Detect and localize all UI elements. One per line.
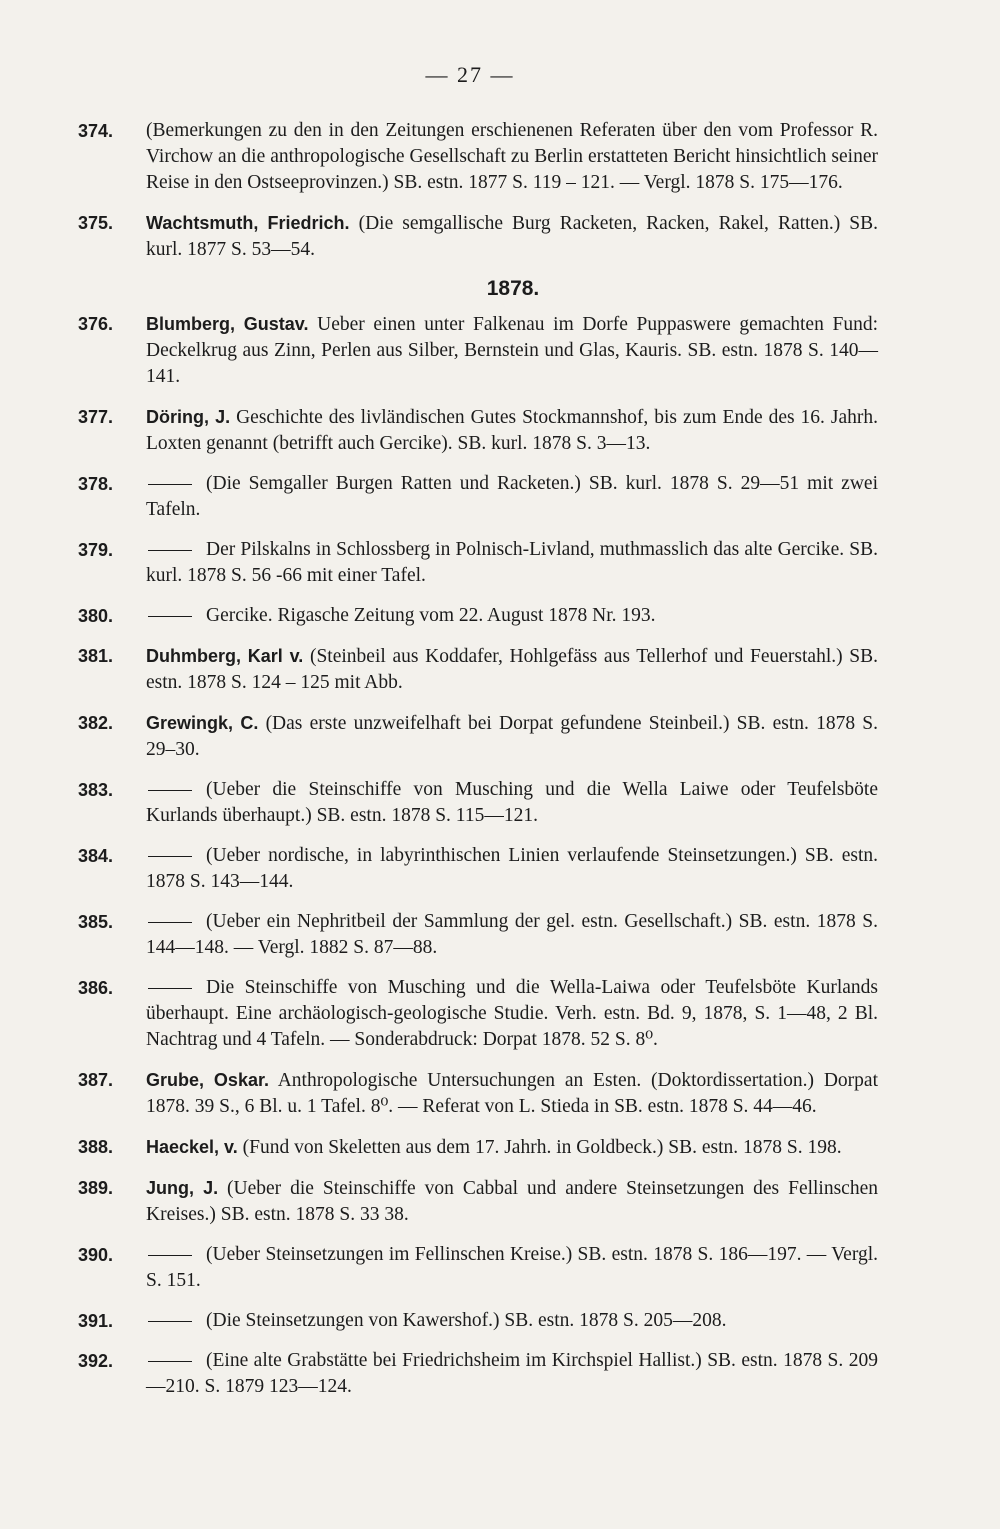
entry-author: Grube, Oskar. (146, 1070, 269, 1090)
entry-citation: Die Steinschiffe von Musching und die Wella-Laiwa oder Teufelsböte Kurlands überhaupt. Eine archäologisch-geologische Studie. Verh. estn. Bd. 9, 1878, S. 1—48, 2 Bl. Nachtrag und 4 Tafeln. — Sonderabdruck: Dorpat 1878. 52 S. 8⁰. (146, 977, 878, 1050)
entry-text (146, 404, 878, 457)
entry-text (146, 777, 878, 829)
entry-citation: (Steinbeil aus Koddafer, Hohlgefäss aus Tellerhof und Feuerstahl.) SB. estn. 1878 S. 124 – 125 mit Abb. (146, 646, 878, 693)
entry-number: 376. (78, 314, 114, 334)
ditto-dash (148, 922, 192, 923)
ditto-dash (148, 1361, 192, 1362)
entry-number: 374. (78, 121, 114, 141)
entry-text (146, 1308, 878, 1334)
entry-text (146, 311, 878, 390)
entry-386 (78, 975, 878, 1053)
entry-text (146, 710, 878, 763)
entry-382 (78, 710, 878, 763)
bibliography-list (78, 118, 878, 1414)
entry-387 (78, 1067, 878, 1120)
entry-author: Döring, J. (146, 407, 231, 427)
entry-377 (78, 404, 878, 457)
entry-author: Haeckel, v. (146, 1137, 238, 1157)
entry-text (146, 1067, 878, 1120)
entry-text (146, 909, 878, 961)
entry-number: 381. (78, 646, 114, 666)
ditto-dash (148, 1321, 192, 1322)
entry-number: 386. (78, 978, 114, 998)
entry-375 (78, 210, 878, 263)
entry-text (146, 537, 878, 589)
entry-citation: (Bemerkungen zu den in den Zeitungen erschienenen Referaten über den vom Professor R. Virchow an die anthropologische Gesellschaft zu Berlin erstatteten Bericht hinsichtlich seiner Reise in den Ostseeprovinzen.) SB. estn. 1877 S. 119 – 121. — Vergl. 1878 S. 175—176. (146, 120, 878, 193)
entry-citation: (Ueber ein Nephritbeil der Sammlung der gel. estn. Gesellschaft.) SB. estn. 1878 S. 144—148. — Vergl. 1882 S. 87—88. (146, 911, 878, 958)
entry-381 (78, 643, 878, 696)
entry-number: 387. (78, 1070, 114, 1090)
entry-385 (78, 909, 878, 961)
entry-text (146, 643, 878, 696)
entry-citation: (Die semgallische Burg Racketen, Racken, Rakel, Ratten.) SB. kurl. 1877 S. 53—54. (146, 213, 879, 260)
entry-citation: Gercike. Rigasche Zeitung vom 22. August 1878 Nr. 193. (206, 605, 656, 626)
entry-number: 384. (78, 846, 114, 866)
entry-author: Duhmberg, Karl v. (146, 646, 304, 666)
ditto-dash (148, 1255, 192, 1256)
entry-number: 379. (78, 540, 114, 560)
ditto-dash (148, 484, 192, 485)
entry-text (146, 471, 878, 523)
year-heading: 1878. (486, 277, 540, 300)
entry-392 (78, 1348, 878, 1400)
entry-number: 383. (78, 780, 114, 800)
entry-number: 389. (78, 1178, 114, 1198)
ditto-dash (148, 616, 192, 617)
entry-text (146, 1134, 878, 1161)
entry-number: 377. (78, 407, 114, 427)
entry-389 (78, 1175, 878, 1228)
entry-388 (78, 1134, 878, 1161)
entry-text (146, 1242, 878, 1294)
entry-number: 378. (78, 474, 114, 494)
page-number: — 27 — (425, 62, 515, 87)
entry-384 (78, 843, 878, 895)
entry-390 (78, 1242, 878, 1294)
entry-author: Blumberg, Gustav. (146, 314, 309, 334)
entry-citation: (Fund von Skeletten aus dem 17. Jahrh. in Goldbeck.) SB. estn. 1878 S. 198. (242, 1137, 842, 1158)
ditto-dash (148, 790, 192, 791)
entry-376 (78, 311, 878, 390)
entry-citation: Anthropologische Untersuchungen an Esten. (Doktordissertation.) Dorpat 1878. 39 S., 6 Bl. u. 1 Tafel. 8⁰. — Referat von L. Stieda in SB. estn. 1878 S. 44—46. (146, 1070, 878, 1117)
entry-number: 392. (78, 1351, 114, 1371)
entry-citation: (Ueber die Steinschiffe von Musching und die Wella Laiwe oder Teufelsböte Kurlands überhaupt.) SB. estn. 1878 S. 115—121. (146, 779, 878, 826)
entry-number: 391. (78, 1311, 114, 1331)
entry-citation: (Ueber Steinsetzungen im Fellinschen Kreise.) SB. estn. 1878 S. 186—197. — Vergl. S. 151. (146, 1244, 878, 1291)
entry-citation: (Eine alte Grabstätte bei Friedrichsheim im Kirchspiel Hallist.) SB. estn. 1878 S. 209—210. S. 1879 123—124. (146, 1350, 878, 1397)
ditto-dash (148, 550, 192, 551)
entry-number: 375. (78, 213, 114, 233)
entry-citation: Ueber einen unter Falkenau im Dorfe Puppaswere gemachten Fund: Deckelkrug aus Zinn, Perlen aus Silber, Bernstein und Glas, Kauris. SB. estn. 1878 S. 140—141. (146, 314, 879, 387)
entry-text (146, 118, 878, 196)
entry-citation: (Die Steinsetzungen von Kawershof.) SB. estn. 1878 S. 205—208. (206, 1310, 727, 1331)
entry-text (146, 210, 878, 263)
entry-383 (78, 777, 878, 829)
entry-text (146, 975, 878, 1053)
entry-380 (78, 603, 878, 629)
entry-text (146, 843, 878, 895)
entry-text (146, 603, 878, 629)
entry-378 (78, 471, 878, 523)
entry-citation: Geschichte des livländischen Gutes Stockmannshof, bis zum Ende des 16. Jahrh. Loxten genannt (betrifft auch Gercike). SB. kurl. 1878 S. 3—13. (146, 407, 878, 454)
entry-citation: (Die Semgaller Burgen Ratten und Racketen.) SB. kurl. 1878 S. 29—51 mit zwei Tafeln. (146, 473, 878, 520)
entry-391 (78, 1308, 878, 1334)
entry-author: Wachtsmuth, Friedrich. (146, 213, 350, 233)
entry-374 (78, 118, 878, 196)
entry-citation: (Ueber die Steinschiffe von Cabbal und andere Steinsetzungen des Fellinschen Kreises.) SB. estn. 1878 S. 33 38. (146, 1178, 878, 1225)
entry-author: Jung, J. (146, 1178, 219, 1198)
entry-number: 390. (78, 1245, 114, 1265)
ditto-dash (148, 988, 192, 989)
entry-citation: (Ueber nordische, in labyrinthischen Linien verlaufende Steinsetzungen.) SB. estn. 1878 S. 143—144. (146, 845, 878, 892)
entry-text (146, 1348, 878, 1400)
entry-number: 380. (78, 606, 114, 626)
entry-citation: Der Pilskalns in Schlossberg in Polnisch-Livland, muthmasslich das alte Gercike. SB. kurl. 1878 S. 56 -66 mit einer Tafel. (146, 539, 878, 586)
entry-text (146, 1175, 878, 1228)
entry-number: 385. (78, 912, 114, 932)
entry-author: Grewingk, C. (146, 713, 259, 733)
entry-379 (78, 537, 878, 589)
entry-number: 382. (78, 713, 114, 733)
entry-number: 388. (78, 1137, 114, 1157)
entry-citation: (Das erste unzweifelhaft bei Dorpat gefundene Steinbeil.) SB. estn. 1878 S. 29–30. (146, 713, 878, 760)
ditto-dash (148, 856, 192, 857)
